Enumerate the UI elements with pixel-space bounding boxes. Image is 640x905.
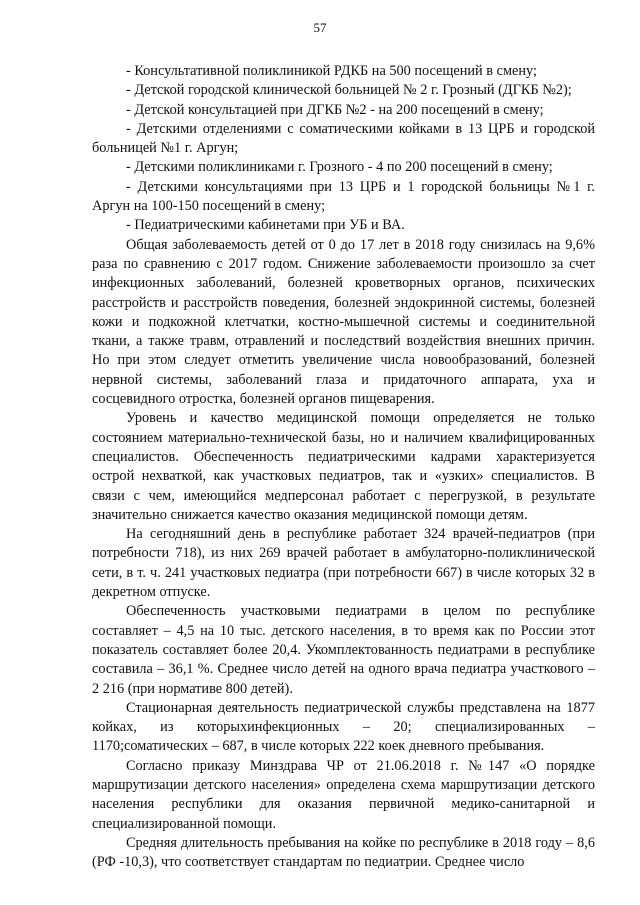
list-item-pediatric-offices: - Педиатрическими кабинетами при УБ и ВА. (126, 217, 405, 234)
list-item-children-departments: - Детскими отделениями с соматическими койками в 13 ЦРБ и городской больницей №1 г. Аргун; (92, 120, 595, 157)
paragraph-inpatient: Стационарная деятельность педиатрической службы представлена на 1877 койках, из которыхинфекционных – 20; специализированных – 1170;соматических – 687, в числе которых 222 коек дневного пребывания. (92, 699, 595, 755)
paragraph-staffing: Обеспеченность участковыми педиатрами в целом по республике составляет – 4,5 на 10 тыс. детского населения, в то время как по России этот показатель составляет более 20,4. Укомплектованность педиатрами в республике составила – 36,1 %. Среднее число детей на одного врача педиатра участкового – 2 216 (при нормативе 800 детей). (92, 603, 595, 697)
list-item-rdkb-consultative: - Консультативной поликлиникой РДКБ на 500 посещений в смену; (126, 63, 537, 79)
list-item-dgkb2: - Детской городской клинической больницей № 2 г. Грозный (ДГКБ №2); (126, 82, 572, 99)
list-item-grozny-polyclinics: - Детскими поликлиниками г. Грозного - 4 по 200 посещений в смену; (126, 159, 553, 176)
paragraph-length-of-stay: Средняя длительность пребывания на койке по республике в 2018 году – 8,6 (РФ -10,3), что соответствует стандартам по педиатрии. Среднее число (92, 834, 595, 871)
paragraph-care-quality: Уровень и качество медицинской помощи определяется не только состоянием материально-технической базы, но и наличием квалифицированных специалистов. Обеспеченность педиатрическими кадрами характеризуется острой нехваткой, как участковых педиатров, так и «узких» специалистов. В связи с чем, имеющийся медперсонал работает с перегрузкой, в результате значительно снижается качество оказания медицинской помощи детям. (92, 410, 595, 523)
document-body (92, 62, 595, 872)
list-item-crb-consultations: - Детскими консультациями при 13 ЦРБ и 1 городской больницы №1 г. Аргун на 100-150 посещений в смену; (92, 178, 595, 215)
page-number: 57 (313, 20, 327, 35)
paragraph-morbidity: Общая заболеваемость детей от 0 до 17 лет в 2018 году снизилась на 9,6% раза по сравнению с 2017 годом. Снижение заболеваемости произошло за счет инфекционных заболеваний, болезней кроветворных органов, психических расстройств и расстройств поведения, болезней эндокринной системы, болезней кожи и подкожной клетчатки, костно-мышечной системы и соединительной ткани, а также травм, отравлений и последствий воздействия внешних причин. Но при этом следует отметить увеличение числа новообразований, болезней нервной системы, заболеваний глаза и придаточного аппарата, уха и сосцевидного отростка, болезней органов пищеварения. (92, 236, 595, 408)
paragraph-routing-order: Согласно приказу Минздрава ЧР от 21.06.2018 г. №147 «О порядке маршрутизации детского населения» определена схема маршрутизации детского населения республики для оказания первичной медико-санитарной и специализированной помощи. (92, 757, 595, 832)
list-item-dgkb2-consultation: - Детской консультацией при ДГКБ №2 - на 200 посещений в смену; (126, 101, 544, 118)
paragraph-pediatricians-count: На сегодняшний день в республике работает 324 врачей-педиатров (при потребности 718), из них 269 врачей работает в амбулаторно-поликлинической сети, в т. ч. 241 участковых педиатра (при потребности 667) в числе которых 32 в декретном отпуске. (92, 526, 595, 601)
